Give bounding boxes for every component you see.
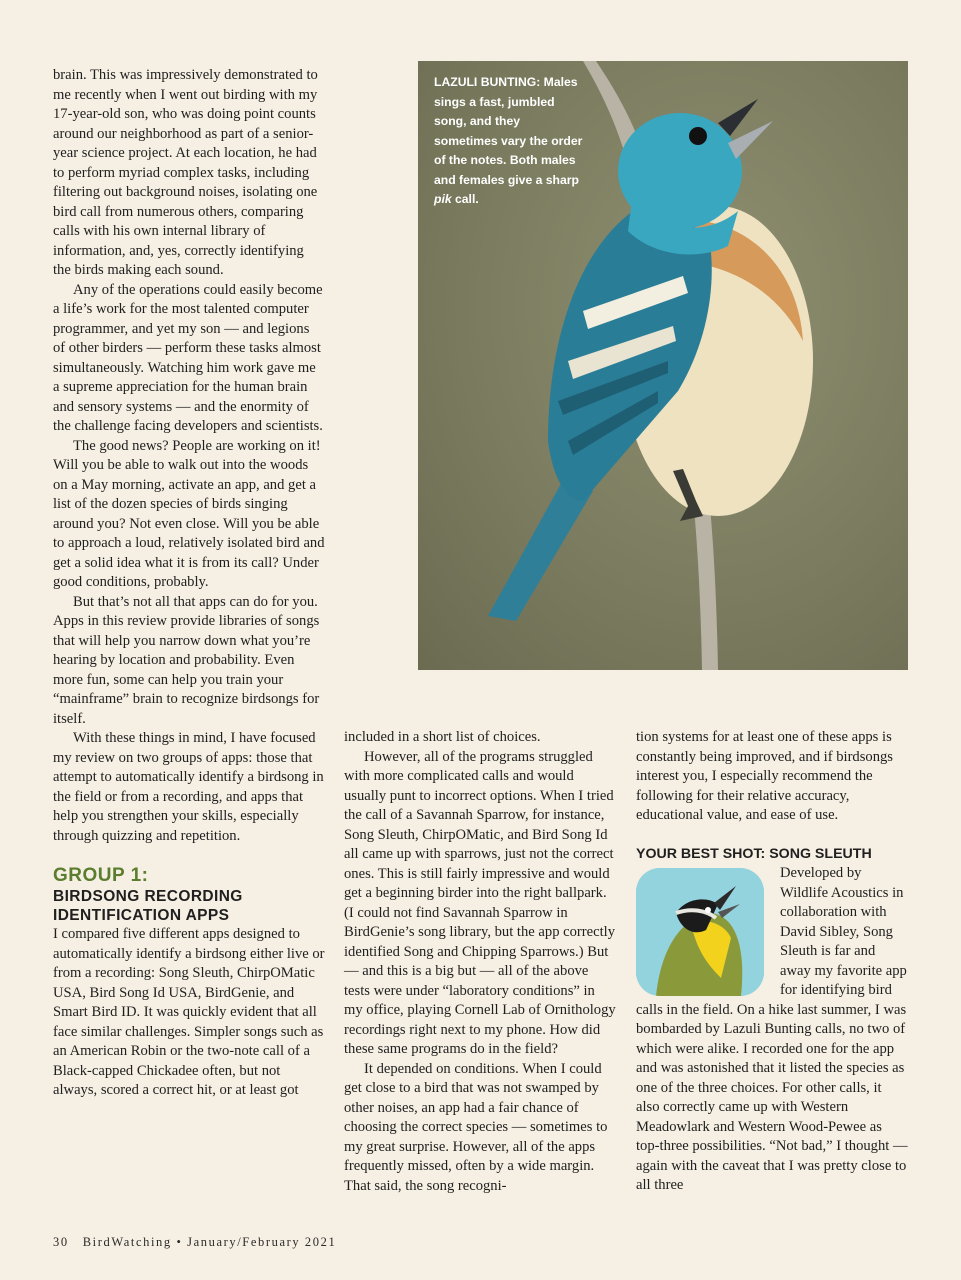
paragraph: brain. This was impressively demonstrated to me recently when I went out birding with my 17-year-old son, who was doing point counts around our neighborhood as part of a senior-year science project. At each location, he had to perform myriad complex tasks, including filtering out background noises, isolating one bird call from numerous others, comparing calls with his own internal library of information, and, yes, correctly identifying the birds making each sound. (53, 67, 318, 278)
paragraph: It depended on conditions. When I could get close to a bird that was not swamped by other noises, an app had a fair chance of choosing the correct species — sometimes to my great surprise. However, all of the apps frequently missed, often by a wide margin. That said, the song recogni- (344, 1060, 608, 1194)
page-footer (53, 1235, 350, 1250)
paragraph: The good news? People are working on it! Will you be able to walk out into the woods on a May morning, activate an app, and get a list of the dozen species of birds singing around you? Not even close. Will you be able to approach a loud, relatively isolated bird and get a solid idea what it is from its call? Under good conditions, probably. (53, 437, 325, 590)
subheading: YOUR BEST SHOT: SONG SLEUTH (636, 845, 872, 862)
paragraph: But that’s not all that apps can do for you. Apps in this review provide libraries of songs that will help you narrow down what you’re hearing by location and probability. Even more fun, some can help you train your “mainframe” brain to recognize birdsongs for itself. (53, 593, 320, 727)
paragraph: Developed by Wildlife Acoustics in collaboration with David Sibley, Song Sleuth is far and away my favorite app for identifying bird calls in the field. On a hike last summer, I was bombarded by Lazuli Bunting calls, no two of which were alike. I recorded one for the app and was astonished that it listed the species as one of the three choices. For other calls, it also correctly came up with Western Meadowlark and Western Wood-Pewee as top-three possibilities. “Not bad,” I thought — again with the caveat that I was pretty close to all three (636, 865, 908, 1193)
lazuli-bunting-photo (418, 61, 908, 670)
article-column-left (53, 66, 325, 1101)
caption-text-end: call. (451, 192, 479, 206)
yellowthroat-icon (636, 868, 764, 996)
group-title: BIRDSONG RECORDING IDENTIFICATION APPS (53, 888, 243, 924)
bird-eye (689, 127, 707, 145)
section-heading (53, 865, 325, 925)
song-sleuth-app-icon (636, 868, 764, 996)
paragraph: included in a short list of choices. (344, 729, 541, 745)
paragraph: Any of the operations could easily become a life’s work for the most talented computer programmer, and yet my son — and legions of other birders — perform these tasks almost simultaneously. Watching him work gave me a supreme appreciation for the human brain and sensory systems — and the enormity of the challenge facing developers and scientists. (53, 281, 323, 434)
paragraph: However, all of the programs struggled with more complicated calls and would usually punt to incorrect options. When I tried the call of a Savannah Sparrow, for instance, Song Sleuth, ChirpOMatic, and Bird Song Id all came up with sparrows, just not the correct ones. This is still fairly impressive and would get a beginning birder into the right ballpark. (I could not find Savannah Sparrow in BirdGenie’s song library, but the app correctly identified Song and Chipping Sparrows.) But — and this is a big but — all of the above tests were under “laboratory conditions” in my office, playing Cornell Lab of Ornithology recordings right next to my phone. How did these same programs do in the field? (344, 748, 616, 1057)
magazine-issue: BirdWatching • January/February 2021 (82, 1235, 337, 1249)
paragraph: tion systems for at least one of these apps is constantly being improved, and if birdsongs interest you, I especially recommend the following for their relative accuracy, educational value, and ease of use. (636, 729, 893, 823)
caption-italic: pik (434, 192, 452, 206)
caption-text: LAZULI BUNTING: Males sings a fast, jumbled song, and they sometimes vary the order of the notes. Both males and females give a sharp (434, 75, 583, 187)
article-column-right (636, 728, 908, 1196)
paragraph: I compared five different apps designed to automatically identify a birdsong either live or from a recording: Song Sleuth, ChirpOMatic USA, Bird Song Id USA, BirdGenie, and Smart Bird ID. It was quickly evident that all face similar challenges. Simpler songs such as an American Robin or the two-note call of a Black-capped Chickadee often, but not always, scored a correct hit, or at least got (53, 926, 325, 1098)
page-number: 30 (53, 1235, 69, 1249)
paragraph: With these things in mind, I have focused my review on two groups of apps: those that attempt to automatically identify a birdsong in the field or from a recording, and apps that help you strengthen your skills, especially through quizzing and repetition. (53, 730, 324, 844)
group-label: GROUP 1: (53, 865, 149, 886)
photo-caption (434, 73, 584, 210)
article-column-middle (344, 728, 616, 1196)
